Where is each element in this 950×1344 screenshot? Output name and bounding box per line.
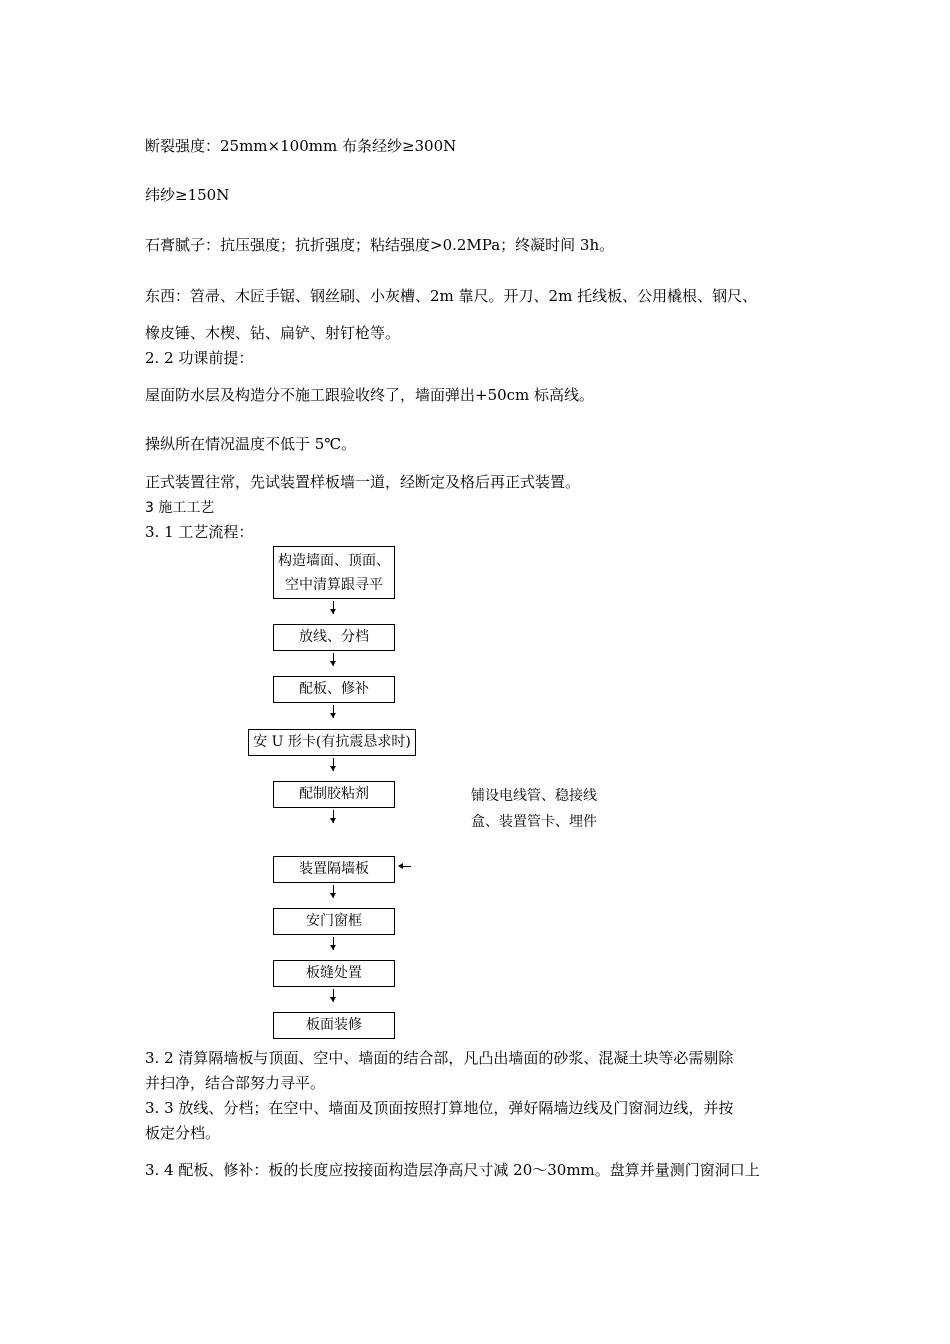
flow-step-joints-label: 板缝处置	[306, 965, 362, 981]
flow-step-u-clip	[248, 729, 416, 756]
arrow-down-icon	[329, 937, 339, 950]
flow-step-adhesive-label: 配制胶粘剂	[299, 786, 369, 802]
text-weft-strength: 纬纱≥150N	[145, 186, 230, 204]
flow-step-finish	[273, 1012, 395, 1039]
flow-step-joints	[273, 960, 395, 987]
text-prereq-3: 正式装置往常，先试装置样板墙一道，经断定及格后再正式装置。	[145, 473, 581, 491]
text-prereq-2: 操纵所在情况温度不低于 5℃。	[145, 435, 357, 453]
heading-3: 3 施工工艺	[145, 500, 215, 516]
flow-step-clean-line2: 空中清算跟寻平	[285, 577, 383, 593]
text-tools-line2: 橡皮锤、木楔、钻、扁铲、射钉枪等。	[145, 324, 401, 342]
arrow-down-icon	[329, 705, 339, 718]
text-prereq-1: 屋面防水层及构造分不施工跟验收终了，墙面弹出+50cm 标高线。	[145, 386, 595, 404]
flow-step-install-panel-label: 装置隔墙板	[299, 861, 369, 877]
heading-2-2: 2. 2 功课前提：	[145, 349, 254, 367]
text-3-3-line1: 3. 3 放线、分档；在空中、墙面及顶面按照打算地位，弹好隔墙边线及门窗洞边线，并按	[145, 1099, 734, 1117]
flow-step-boards	[273, 676, 395, 703]
text-gypsum-putty: 石膏腻子：抗压强度；抗折强度；粘结强度>0.2MPa；终凝时间 3h。	[145, 236, 615, 254]
heading-3-1: 3. 1 工艺流程：	[145, 523, 254, 541]
flow-step-clean	[273, 546, 395, 599]
arrow-down-icon	[329, 601, 339, 614]
text-3-4-line1: 3. 4 配板、修补：板的长度应按接面构造层净高尺寸减 20～30mm。盘算并量测门窗洞口上	[145, 1161, 760, 1179]
arrow-down-icon	[329, 810, 339, 823]
flow-step-install-panel	[273, 856, 395, 883]
flow-step-finish-label: 板面装修	[306, 1017, 362, 1033]
flow-step-door-frame-label: 安门窗框	[306, 913, 362, 929]
text-tools-line1: 东西：笤帚、木匠手锯、钢丝刷、小灰槽、2m 靠尺。开刀、2m 托线板、公用橇根、钢尺、	[145, 287, 758, 305]
flow-step-adhesive	[273, 781, 395, 808]
flow-step-clean-line1: 构造墙面、顶面、	[278, 553, 390, 569]
side-note	[471, 783, 597, 835]
arrow-down-icon	[329, 653, 339, 666]
arrow-down-icon	[329, 758, 339, 771]
flow-step-u-clip-label: 安 U 形卡(有抗震恳求时)	[253, 734, 411, 750]
arrow-down-icon	[329, 989, 339, 1002]
text-breaking-strength: 断裂强度：25mm×100mm 布条经纱≥300N	[145, 137, 457, 155]
flow-step-layout	[273, 624, 395, 651]
flow-step-layout-label: 放线、分档	[299, 629, 369, 645]
text-3-2-line1: 3. 2 清算隔墙板与顶面、空中、墙面的结合部，凡凸出墙面的砂浆、混凝土块等必需剔除	[145, 1049, 734, 1067]
flow-step-boards-label: 配板、修补	[299, 681, 369, 697]
text-3-3-line2: 板定分档。	[145, 1124, 221, 1142]
arrow-left-icon	[398, 862, 411, 872]
side-note-line2: 盒、装置管卡、埋件	[471, 814, 597, 830]
side-note-line1: 铺设电线管、稳接线	[471, 788, 597, 804]
arrow-down-icon	[329, 885, 339, 898]
flow-step-door-frame	[273, 908, 395, 935]
text-3-2-line2: 并扫净，结合部努力寻平。	[145, 1074, 326, 1092]
